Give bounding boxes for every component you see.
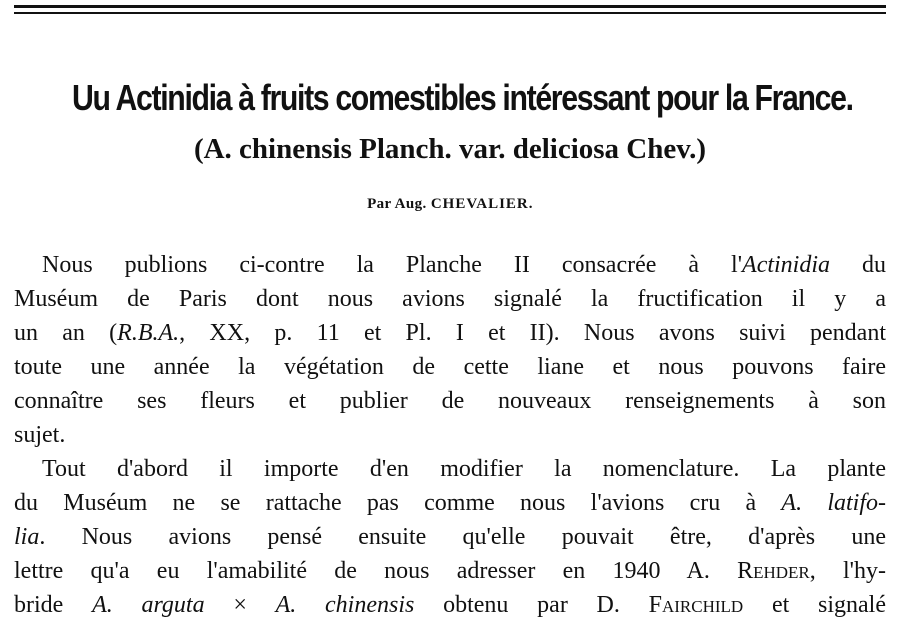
paragraph-line: Tout d'abord il importe d'en modifier la nomenclature. La plante [42,456,886,482]
italic-citation: R.B.A. [117,320,180,346]
paragraph-line [14,248,886,282]
paragraph-line [14,486,886,520]
article-author [0,193,900,215]
text-run: du Muséum ne se rattache pas comme nous l'avions cru à [14,490,782,516]
author-name: CHEVALIER [430,196,529,212]
text-run: lettre qu'a eu l'amabilité de nous adresser en 1940 A. [14,558,738,584]
text-run: un an ( [14,320,118,346]
italic-term: Actinidia [742,252,831,278]
author-prefix: Par Aug. [367,196,427,212]
text-run: × [204,592,276,618]
paragraph-line: connaître ses fleurs et publier de nouveaux renseignements à son [14,388,886,414]
text-run: bride [14,592,93,618]
header-rule-thin [14,12,886,14]
text-run: , l'hy- [809,558,886,584]
author-suffix: . [528,196,533,212]
text-run: , XX, p. 11 et Pl. I et II). Nous avons suivi pendant [179,320,886,346]
text-run: obtenu par D. [414,592,649,618]
paragraph-line: Muséum de Paris dont nous avions signalé la fructification il y a [14,286,886,312]
paragraph-line: sujet. [14,422,66,448]
article-subtitle: (A. chinensis Planch. var. deliciosa Chev.) [193,133,707,165]
italic-term: A. chinensis [275,592,415,618]
italic-term: A. latifo- [781,490,886,516]
paragraph-line [14,316,886,350]
italic-term: A. arguta [92,592,205,618]
smallcaps-name: Fairchild [648,592,744,618]
article-body [14,248,886,622]
article-title: Uu Actinidia à fruits comestibles intéressant pour la France. [72,77,853,118]
text-run: du [830,252,887,278]
italic-term: lia [14,524,40,550]
header-rule-thick [14,5,886,8]
paragraph-1 [14,248,886,452]
paragraph-line [14,554,886,588]
paragraph-line [14,520,886,554]
text-run: Nous publions ci-contre la Planche II consacrée à l' [42,252,743,278]
paragraph-line: toute une année la végétation de cette liane et nous pouvons faire [14,354,886,380]
smallcaps-name: Rehder [737,558,810,584]
paragraph-line [14,588,886,622]
paragraph-2 [14,452,886,622]
text-run: et signalé [743,592,886,618]
text-run: . Nous avions pensé ensuite qu'elle pouvait être, d'après une [39,524,886,550]
